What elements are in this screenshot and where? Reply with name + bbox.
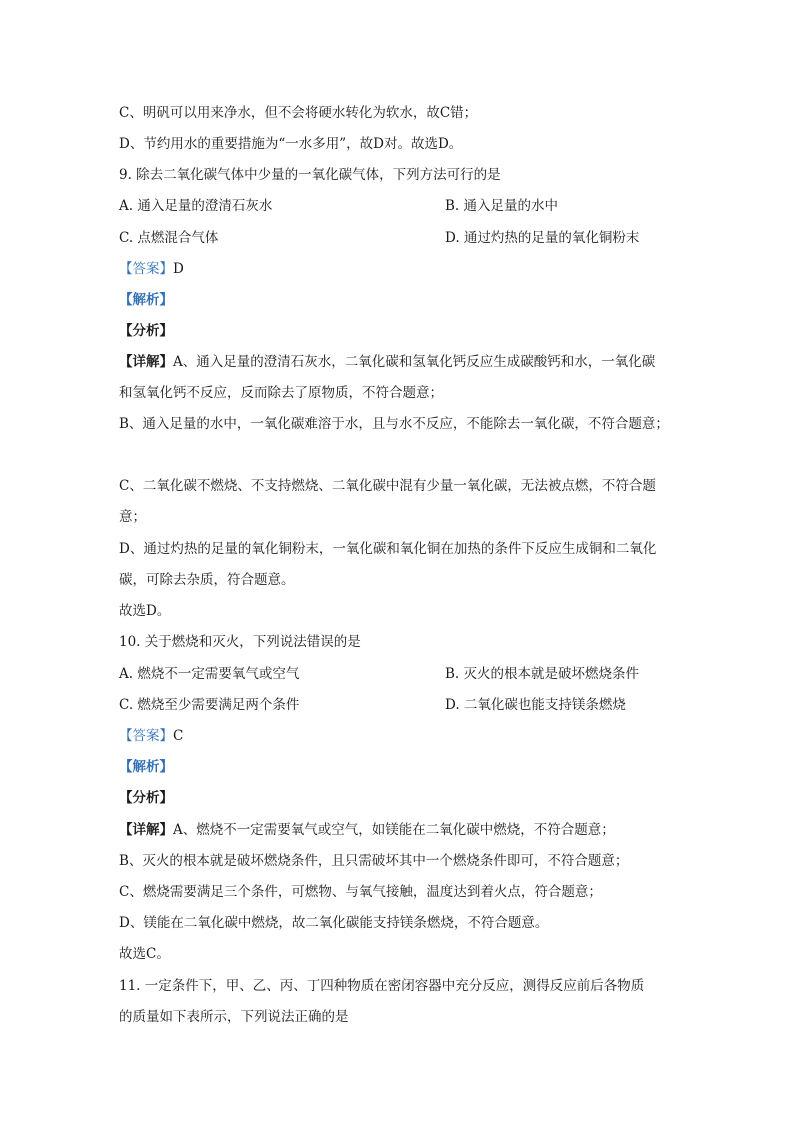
q10-option-b: B. 灭火的根本就是破坏燃烧条件 <box>445 666 640 682</box>
answer-value: D <box>173 261 184 277</box>
prev-explanation-d: D、节约用水的重要措施为“一水多用”，故D对。故选D。 <box>119 136 463 152</box>
detail-label: 【详解】 <box>119 354 173 370</box>
prev-explanation-c: C、明矾可以用来净水，但不会将硬水转化为软水，故C错； <box>119 105 478 121</box>
q10-conclusion: 故选C。 <box>119 946 170 962</box>
q9-detail-c-cont: 意； <box>119 509 146 525</box>
q9-fenxi-label: 【分析】 <box>119 323 173 339</box>
q9-answer <box>119 259 184 279</box>
q11-stem-cont: 的质量如下表所示，下列说法正确的是 <box>119 1009 349 1025</box>
q10-detail-a <box>119 820 615 840</box>
q10-answer <box>119 726 183 746</box>
detail-text: A、燃烧不一定需要氧气或空气，如镁能在二氧化碳中燃烧，不符合题意； <box>173 822 615 838</box>
detail-text: A、通入足量的澄清石灰水，二氧化碳和氢氧化钙反应生成碳酸钙和水，一氧化碳 <box>173 354 656 370</box>
q9-detail-d-cont: 碳，可除去杂质，符合题意。 <box>119 572 295 588</box>
q9-detail-a-cont: 和氢氧化钙不反应，反而除去了原物质，不符合题意； <box>119 385 443 401</box>
q9-analysis-label: 【解析】 <box>119 292 173 308</box>
q10-option-c: C. 燃烧至少需要满足两个条件 <box>119 697 300 713</box>
answer-value: C <box>173 728 184 744</box>
q9-option-b: B. 通入足量的水中 <box>445 198 559 214</box>
q9-detail-b: B、通入足量的水中，一氧化碳难溶于水，且与水不反应，不能除去一氧化碳，不符合题意； <box>119 416 669 432</box>
q9-detail-a <box>119 352 655 372</box>
q10-detail-d: D、镁能在二氧化碳中燃烧，故二氧化碳能支持镁条燃烧，不符合题意。 <box>119 915 549 931</box>
q9-stem: 9. 除去二氧化碳气体中少量的一氧化碳气体，下列方法可行的是 <box>119 167 501 183</box>
q10-option-a: A. 燃烧不一定需要氧气或空气 <box>119 666 300 682</box>
q10-fenxi-label: 【分析】 <box>119 790 173 806</box>
answer-label: 【答案】 <box>119 261 173 277</box>
q10-analysis-label: 【解析】 <box>119 759 173 775</box>
q9-detail-c: C、二氧化碳不燃烧、不支持燃烧、二氧化碳中混有少量一氧化碳，无法被点燃，不符合题 <box>119 478 656 494</box>
q10-stem: 10. 关于燃烧和灭火，下列说法错误的是 <box>119 634 361 650</box>
q10-detail-c: C、燃烧需要满足三个条件，可燃物、与氧气接触，温度达到着火点，符合题意； <box>119 884 602 900</box>
q10-detail-b: B、灭火的根本就是破坏燃烧条件，且只需破坏其中一个燃烧条件即可，不符合题意； <box>119 853 629 869</box>
answer-label: 【答案】 <box>119 728 173 744</box>
q10-option-d: D. 二氧化碳也能支持镁条燃烧 <box>445 697 626 713</box>
q9-option-d: D. 通过灼热的足量的氧化铜粉末 <box>445 230 640 246</box>
q9-conclusion: 故选D。 <box>119 603 171 619</box>
q9-detail-d: D、通过灼热的足量的氧化铜粉末，一氧化碳和氧化铜在加热的条件下反应生成铜和二氧化 <box>119 541 657 557</box>
detail-label: 【详解】 <box>119 822 173 838</box>
q9-option-a: A. 通入足量的澄清石灰水 <box>119 198 273 214</box>
q11-stem: 11. 一定条件下，甲、乙、丙、丁四种物质在密闭容器中充分反应，测得反应前后各物质 <box>119 978 645 994</box>
q9-option-c: C. 点燃混合气体 <box>119 230 219 246</box>
